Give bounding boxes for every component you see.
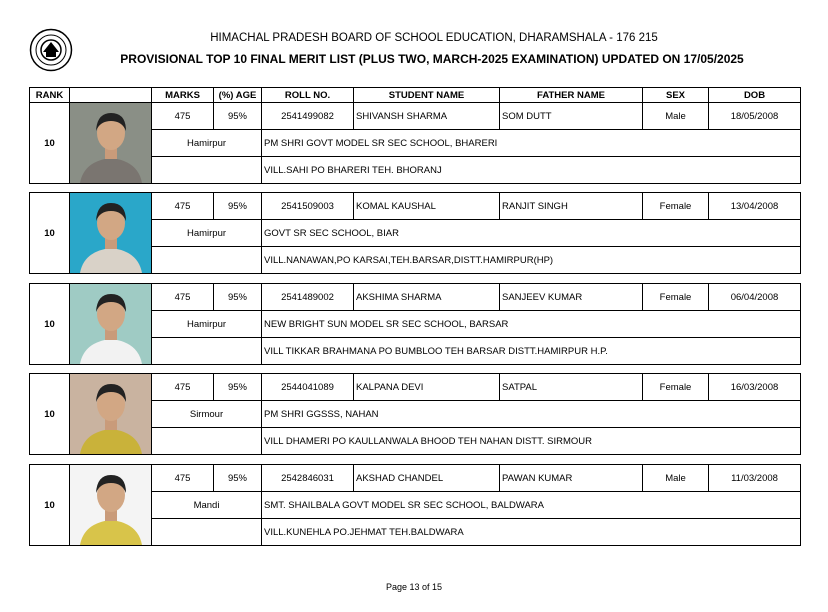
school-name-value: NEW BRIGHT SUN MODEL SR SEC SCHOOL, BARSAR bbox=[262, 311, 801, 338]
school-name-value: GOVT SR SEC SCHOOL, BIAR bbox=[262, 220, 801, 247]
student-photo-image bbox=[70, 193, 152, 273]
empty-cell bbox=[152, 157, 262, 184]
district-value: Sirmour bbox=[152, 401, 262, 428]
student-photo bbox=[70, 103, 152, 184]
marks-value: 475 bbox=[152, 193, 214, 220]
col-marks: MARKS bbox=[152, 88, 214, 103]
col-rank: RANK bbox=[30, 88, 70, 103]
rank-value: 10 bbox=[30, 103, 70, 184]
dob-value: 13/04/2008 bbox=[709, 193, 801, 220]
address-value: VILL.SAHI PO BHARERI TEH. BHORANJ bbox=[262, 157, 801, 184]
student-name-value: KALPANA DEVI bbox=[354, 374, 500, 401]
student-name-value: AKSHAD CHANDEL bbox=[354, 465, 500, 492]
student-record bbox=[29, 283, 801, 365]
roll-no-value: 2542846031 bbox=[262, 465, 354, 492]
father-name-value: RANJIT SINGH bbox=[500, 193, 643, 220]
page-title: PROVISIONAL TOP 10 FINAL MERIT LIST (PLUS TWO, MARCH-2025 EXAMINATION) UPDATED ON 17/05/2025 bbox=[120, 52, 744, 66]
rank-value: 10 bbox=[30, 465, 70, 546]
student-photo bbox=[70, 374, 152, 455]
father-name-value: PAWAN KUMAR bbox=[500, 465, 643, 492]
student-name-value: KOMAL KAUSHAL bbox=[354, 193, 500, 220]
col-dob: DOB bbox=[709, 88, 801, 103]
roll-no-value: 2541509003 bbox=[262, 193, 354, 220]
col-percentage: (%) AGE bbox=[214, 88, 262, 103]
dob-value: 06/04/2008 bbox=[709, 284, 801, 311]
district-value: Hamirpur bbox=[152, 130, 262, 157]
merit-table-header bbox=[29, 87, 801, 103]
student-record bbox=[29, 192, 801, 274]
father-name-value: SOM DUTT bbox=[500, 103, 643, 130]
student-record bbox=[29, 102, 801, 184]
student-record bbox=[29, 373, 801, 455]
roll-no-value: 2541489002 bbox=[262, 284, 354, 311]
student-photo-image bbox=[70, 465, 152, 545]
rank-value: 10 bbox=[30, 284, 70, 365]
address-value: VILL.KUNEHLA PO.JEHMAT TEH.BALDWARA bbox=[262, 519, 801, 546]
student-name-value: SHIVANSH SHARMA bbox=[354, 103, 500, 130]
school-name-value: PM SHRI GGSSS, NAHAN bbox=[262, 401, 801, 428]
board-name: HIMACHAL PRADESH BOARD OF SCHOOL EDUCATION, DHARAMSHALA - 176 215 bbox=[210, 32, 658, 44]
marks-value: 475 bbox=[152, 374, 214, 401]
student-photo bbox=[70, 284, 152, 365]
roll-no-value: 2544041089 bbox=[262, 374, 354, 401]
address-value: VILL.NANAWAN,PO KARSAI,TEH.BARSAR,DISTT.HAMIRPUR(HP) bbox=[262, 247, 801, 274]
father-name-value: SANJEEV KUMAR bbox=[500, 284, 643, 311]
school-name-value: PM SHRI GOVT MODEL SR SEC SCHOOL, BHARERI bbox=[262, 130, 801, 157]
sex-value: Female bbox=[643, 193, 709, 220]
school-name-value: SMT. SHAILBALA GOVT MODEL SR SEC SCHOOL, BALDWARA bbox=[262, 492, 801, 519]
student-photo bbox=[70, 465, 152, 546]
marks-value: 475 bbox=[152, 284, 214, 311]
address-value: VILL DHAMERI PO KAULLANWALA BHOOD TEH NAHAN DISTT. SIRMOUR bbox=[262, 428, 801, 455]
dob-value: 18/05/2008 bbox=[709, 103, 801, 130]
rank-value: 10 bbox=[30, 374, 70, 455]
student-record bbox=[29, 464, 801, 546]
empty-cell bbox=[152, 428, 262, 455]
student-photo-image bbox=[70, 284, 152, 364]
percentage-value: 95% bbox=[214, 103, 262, 130]
col-sex: SEX bbox=[643, 88, 709, 103]
student-photo bbox=[70, 193, 152, 274]
percentage-value: 95% bbox=[214, 193, 262, 220]
dob-value: 11/03/2008 bbox=[709, 465, 801, 492]
student-name-value: AKSHIMA SHARMA bbox=[354, 284, 500, 311]
empty-cell bbox=[152, 338, 262, 365]
col-student-name: STUDENT NAME bbox=[354, 88, 500, 103]
percentage-value: 95% bbox=[214, 465, 262, 492]
district-value: Mandi bbox=[152, 492, 262, 519]
sex-value: Female bbox=[643, 374, 709, 401]
empty-cell bbox=[152, 247, 262, 274]
address-value: VILL TIKKAR BRAHMANA PO BUMBLOO TEH BARSAR DISTT.HAMIRPUR H.P. bbox=[262, 338, 801, 365]
col-father-name: FATHER NAME bbox=[500, 88, 643, 103]
roll-no-value: 2541499082 bbox=[262, 103, 354, 130]
col-photo bbox=[70, 88, 152, 103]
percentage-value: 95% bbox=[214, 284, 262, 311]
col-roll-no: ROLL NO. bbox=[262, 88, 354, 103]
student-photo-image bbox=[70, 103, 152, 183]
page-number: Page 13 of 15 bbox=[385, 582, 443, 592]
empty-cell bbox=[152, 519, 262, 546]
student-photo-image bbox=[70, 374, 152, 454]
sex-value: Male bbox=[643, 465, 709, 492]
rank-value: 10 bbox=[30, 193, 70, 274]
marks-value: 475 bbox=[152, 103, 214, 130]
marks-value: 475 bbox=[152, 465, 214, 492]
sex-value: Male bbox=[643, 103, 709, 130]
father-name-value: SATPAL bbox=[500, 374, 643, 401]
dob-value: 16/03/2008 bbox=[709, 374, 801, 401]
sex-value: Female bbox=[643, 284, 709, 311]
percentage-value: 95% bbox=[214, 374, 262, 401]
district-value: Hamirpur bbox=[152, 220, 262, 247]
district-value: Hamirpur bbox=[152, 311, 262, 338]
